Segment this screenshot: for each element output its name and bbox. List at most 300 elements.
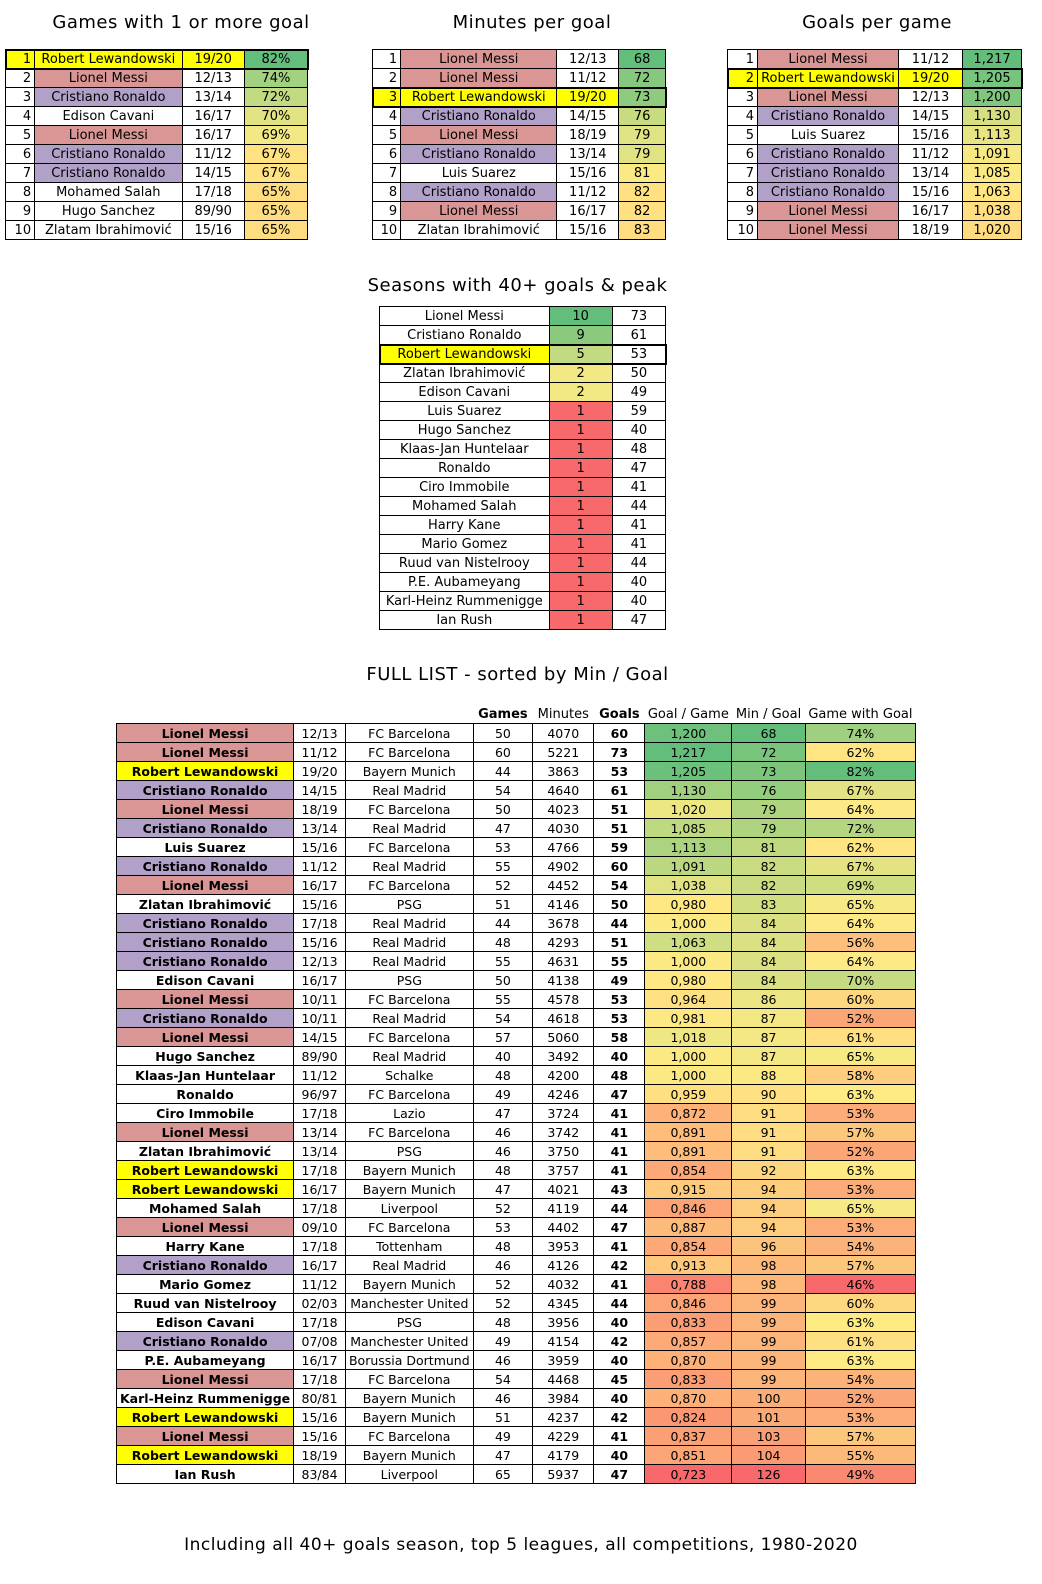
peak-goals-cell: 44: [612, 497, 665, 516]
table-row: [117, 838, 916, 857]
min-per-goal-cell: 87: [732, 1009, 806, 1028]
min-per-goal-cell: 99: [732, 1370, 806, 1389]
min-per-goal-cell: 84: [732, 971, 806, 990]
games-cell: 46: [473, 1256, 532, 1275]
table-row: [380, 516, 666, 535]
minutes-cell: 3678: [533, 914, 594, 933]
player-cell: Ronaldo: [380, 459, 550, 478]
game-with-goal-cell: 64%: [805, 800, 915, 819]
season-cell: 17/18: [294, 1104, 346, 1123]
game-with-goal-cell: 56%: [805, 933, 915, 952]
goal-per-game-cell: 0,980: [645, 895, 732, 914]
club-cell: Real Madrid: [345, 1009, 473, 1028]
value-cell: 79: [619, 126, 666, 145]
peak-goals-cell: 59: [612, 402, 665, 421]
game-with-goal-cell: 70%: [805, 971, 915, 990]
table-row: [728, 183, 1022, 202]
minutes-cell: 3959: [533, 1351, 594, 1370]
value-cell: 68: [619, 50, 666, 69]
player-cell: Lionel Messi: [117, 876, 294, 895]
value-cell: 76: [619, 107, 666, 126]
goals-cell: 60: [594, 857, 645, 876]
season-cell: 13/14: [182, 88, 244, 107]
rank-cell: 9: [373, 202, 401, 221]
table-row: [117, 1028, 916, 1047]
season-cell: 14/15: [182, 164, 244, 183]
value-cell: 82%: [244, 50, 307, 69]
game-with-goal-cell: 53%: [805, 1218, 915, 1237]
games-cell: 55: [473, 990, 532, 1009]
minutes-cell: 3953: [533, 1237, 594, 1256]
minutes-cell: 4468: [533, 1370, 594, 1389]
minutes-cell: 5060: [533, 1028, 594, 1047]
table-row: [373, 126, 666, 145]
season-cell: 19/20: [898, 69, 962, 88]
season-cell: 18/19: [294, 1446, 346, 1465]
games-cell: 51: [473, 895, 532, 914]
table-row: [117, 1123, 916, 1142]
club-cell: FC Barcelona: [345, 1028, 473, 1047]
rank-cell: 10: [728, 221, 758, 240]
game-with-goal-cell: 63%: [805, 1085, 915, 1104]
goals-cell: 45: [594, 1370, 645, 1389]
table-row: [117, 1161, 916, 1180]
game-with-goal-cell: 52%: [805, 1142, 915, 1161]
season-cell: 16/17: [294, 1351, 346, 1370]
club-cell: Bayern Munich: [345, 762, 473, 781]
player-cell: Lionel Messi: [117, 1370, 294, 1389]
min-per-goal-cell: 84: [732, 933, 806, 952]
season-cell: 12/13: [557, 50, 619, 69]
goal-per-game-cell: 0,915: [645, 1180, 732, 1199]
game-with-goal-cell: 54%: [805, 1237, 915, 1256]
goals-cell: 51: [594, 800, 645, 819]
player-cell: Edison Cavani: [35, 107, 182, 126]
player-cell: Lionel Messi: [117, 724, 294, 743]
table-row: [117, 1408, 916, 1427]
player-cell: Lionel Messi: [117, 800, 294, 819]
player-cell: Harry Kane: [380, 516, 550, 535]
goal-per-game-cell: 0,891: [645, 1123, 732, 1142]
club-cell: FC Barcelona: [345, 1370, 473, 1389]
min-per-goal-cell: 126: [732, 1465, 806, 1484]
min-per-goal-cell: 91: [732, 1123, 806, 1142]
player-cell: Luis Suarez: [380, 402, 550, 421]
club-cell: Lazio: [345, 1104, 473, 1123]
table-row: [380, 402, 666, 421]
min-per-goal-cell: 91: [732, 1104, 806, 1123]
season-cell: 14/15: [898, 107, 962, 126]
full-list-header-row: [117, 705, 916, 724]
goals-cell: 44: [594, 1294, 645, 1313]
player-cell: Cristiano Ronaldo: [758, 164, 899, 183]
table-row: [117, 819, 916, 838]
games-cell: 47: [473, 1180, 532, 1199]
season-cell: 17/18: [294, 1313, 346, 1332]
table-row: [117, 1009, 916, 1028]
game-with-goal-cell: 53%: [805, 1104, 915, 1123]
club-cell: FC Barcelona: [345, 724, 473, 743]
season-cell: 15/16: [557, 164, 619, 183]
player-cell: Zlatan Ibrahimović: [117, 1142, 294, 1161]
minutes-cell: 4030: [533, 819, 594, 838]
games-cell: 55: [473, 952, 532, 971]
season-cell: 80/81: [294, 1389, 346, 1408]
goals-cell: 41: [594, 1123, 645, 1142]
season-cell: 83/84: [294, 1465, 346, 1484]
games-cell: 47: [473, 1104, 532, 1123]
season-cell: 15/16: [182, 221, 244, 240]
season-cell: 14/15: [557, 107, 619, 126]
min-per-goal-cell: 91: [732, 1142, 806, 1161]
player-cell: Cristiano Ronaldo: [401, 107, 557, 126]
minutes-cell: 4293: [533, 933, 594, 952]
minutes-cell: 3742: [533, 1123, 594, 1142]
season-cell: 18/19: [294, 800, 346, 819]
player-cell: Lionel Messi: [117, 990, 294, 1009]
player-cell: Ciro Immobile: [117, 1104, 294, 1123]
player-cell: Klaas-Jan Huntelaar: [117, 1066, 294, 1085]
game-with-goal-cell: 74%: [805, 724, 915, 743]
minutes-cell: 4032: [533, 1275, 594, 1294]
value-cell: 65%: [244, 202, 307, 221]
season-count-cell: 2: [549, 383, 612, 402]
min-per-goal-cell: 94: [732, 1180, 806, 1199]
games-cell: 40: [473, 1047, 532, 1066]
season-cell: 18/19: [557, 126, 619, 145]
goal-per-game-cell: 0,857: [645, 1332, 732, 1351]
minutes-cell: 3750: [533, 1142, 594, 1161]
season-cell: 11/12: [294, 857, 346, 876]
table-row: [380, 459, 666, 478]
goal-per-game-cell: 0,980: [645, 971, 732, 990]
goal-per-game-cell: 1,205: [645, 762, 732, 781]
season-count-cell: 2: [549, 364, 612, 383]
game-with-goal-cell: 55%: [805, 1446, 915, 1465]
table-row: [380, 364, 666, 383]
goals-cell: 41: [594, 1237, 645, 1256]
table-row: [117, 1256, 916, 1275]
season-cell: 19/20: [294, 762, 346, 781]
game-with-goal-cell: 58%: [805, 1066, 915, 1085]
goals-cell: 53: [594, 762, 645, 781]
goal-per-game-cell: 0,870: [645, 1351, 732, 1370]
games-cell: 46: [473, 1142, 532, 1161]
goal-per-game-cell: 1,000: [645, 952, 732, 971]
games-cell: 52: [473, 876, 532, 895]
header-games: Games: [478, 706, 528, 722]
goals-cell: 54: [594, 876, 645, 895]
player-cell: Lionel Messi: [758, 50, 899, 69]
club-cell: FC Barcelona: [345, 800, 473, 819]
peak-goals-cell: 41: [612, 478, 665, 497]
club-cell: PSG: [345, 1142, 473, 1161]
game-with-goal-cell: 52%: [805, 1009, 915, 1028]
season-count-cell: 1: [549, 573, 612, 592]
goal-per-game-cell: 0,788: [645, 1275, 732, 1294]
season-count-cell: 1: [549, 516, 612, 535]
games-cell: 48: [473, 1237, 532, 1256]
rank-cell: 6: [373, 145, 401, 164]
min-per-goal-cell: 94: [732, 1199, 806, 1218]
season-cell: 96/97: [294, 1085, 346, 1104]
player-cell: Lionel Messi: [35, 69, 182, 88]
value-cell: 82: [619, 202, 666, 221]
games-cell: 65: [473, 1465, 532, 1484]
rank-cell: 3: [373, 88, 401, 107]
value-cell: 65%: [244, 183, 307, 202]
goal-per-game-cell: 0,913: [645, 1256, 732, 1275]
goals-cell: 41: [594, 1275, 645, 1294]
season-cell: 13/14: [294, 819, 346, 838]
min-per-goal-cell: 94: [732, 1218, 806, 1237]
season-cell: 12/13: [294, 724, 346, 743]
games-cell: 47: [473, 1446, 532, 1465]
table-row: [373, 69, 666, 88]
goal-per-game-cell: 0,854: [645, 1237, 732, 1256]
season-cell: 17/18: [182, 183, 244, 202]
season-cell: 16/17: [294, 1256, 346, 1275]
player-cell: Lionel Messi: [117, 743, 294, 762]
season-cell: 13/14: [898, 164, 962, 183]
goals-cell: 43: [594, 1180, 645, 1199]
club-cell: FC Barcelona: [345, 1218, 473, 1237]
table-row: [117, 933, 916, 952]
table-row: [380, 573, 666, 592]
player-cell: P.E. Aubameyang: [380, 573, 550, 592]
table-row: [373, 107, 666, 126]
min-per-goal-cell: 87: [732, 1028, 806, 1047]
player-cell: Lionel Messi: [380, 307, 550, 326]
season-cell: 16/17: [294, 971, 346, 990]
table-row: [373, 88, 666, 107]
games-cell: 54: [473, 781, 532, 800]
season-cell: 10/11: [294, 990, 346, 1009]
goal-per-game-cell: 0,837: [645, 1427, 732, 1446]
value-cell: 1,063: [963, 183, 1022, 202]
player-cell: Cristiano Ronaldo: [401, 183, 557, 202]
goals-cell: 47: [594, 1465, 645, 1484]
club-cell: Real Madrid: [345, 1047, 473, 1066]
table-row: [6, 88, 308, 107]
games-cell: 48: [473, 1313, 532, 1332]
value-cell: 69%: [244, 126, 307, 145]
player-cell: Cristiano Ronaldo: [117, 1009, 294, 1028]
table-row: [117, 1275, 916, 1294]
game-with-goal-cell: 46%: [805, 1275, 915, 1294]
minutes-cell: 4640: [533, 781, 594, 800]
season-count-cell: 1: [549, 478, 612, 497]
player-cell: Hugo Sanchez: [117, 1047, 294, 1066]
header-goal-per-game: Goal / Game: [647, 706, 729, 722]
season-cell: 17/18: [294, 1199, 346, 1218]
club-cell: Liverpool: [345, 1465, 473, 1484]
table-row: [728, 50, 1022, 69]
goal-per-game-cell: 0,833: [645, 1370, 732, 1389]
player-cell: Luis Suarez: [401, 164, 557, 183]
goals-cell: 61: [594, 781, 645, 800]
rank-cell: 7: [728, 164, 758, 183]
goal-per-game-cell: 0,824: [645, 1408, 732, 1427]
game-with-goal-cell: 60%: [805, 990, 915, 1009]
player-cell: Zlatan Ibrahimović: [117, 895, 294, 914]
table-row: [728, 88, 1022, 107]
games-cell: 44: [473, 762, 532, 781]
games-cell: 54: [473, 1370, 532, 1389]
player-cell: Cristiano Ronaldo: [758, 183, 899, 202]
season-count-cell: 1: [549, 440, 612, 459]
minutes-cell: 3492: [533, 1047, 594, 1066]
season-count-cell: 9: [549, 326, 612, 345]
rank-cell: 9: [728, 202, 758, 221]
season-cell: 16/17: [898, 202, 962, 221]
player-cell: Ruud van Nistelrooy: [380, 554, 550, 573]
table-row: [380, 478, 666, 497]
season-cell: 19/20: [182, 50, 244, 69]
rank-cell: 5: [6, 126, 35, 145]
player-cell: Mario Gomez: [380, 535, 550, 554]
rank-cell: 9: [6, 202, 35, 221]
season-cell: 15/16: [898, 126, 962, 145]
minutes-cell: 4179: [533, 1446, 594, 1465]
table-row: [117, 1180, 916, 1199]
goals-cell: 40: [594, 1313, 645, 1332]
table-row: [117, 895, 916, 914]
goal-per-game-cell: 0,887: [645, 1218, 732, 1237]
player-cell: Cristiano Ronaldo: [117, 781, 294, 800]
rank-cell: 8: [728, 183, 758, 202]
table-row: [380, 345, 666, 364]
rank-cell: 4: [728, 107, 758, 126]
minutes-cell: 3956: [533, 1313, 594, 1332]
player-cell: Lionel Messi: [758, 221, 899, 240]
peak-goals-cell: 73: [612, 307, 665, 326]
minutes-cell: 4154: [533, 1332, 594, 1351]
games-cell: 49: [473, 1332, 532, 1351]
table-row: [117, 1446, 916, 1465]
season-cell: 15/16: [294, 1408, 346, 1427]
season-cell: 15/16: [557, 221, 619, 240]
club-cell: Bayern Munich: [345, 1275, 473, 1294]
goals-cell: 51: [594, 819, 645, 838]
season-count-cell: 1: [549, 611, 612, 630]
games-cell: 48: [473, 933, 532, 952]
value-cell: 72: [619, 69, 666, 88]
goals-cell: 42: [594, 1408, 645, 1427]
table-row: [6, 183, 308, 202]
peak-goals-cell: 41: [612, 516, 665, 535]
player-cell: Karl-Heinz Rummenigge: [380, 592, 550, 611]
player-cell: Edison Cavani: [380, 383, 550, 402]
player-cell: Ruud van Nistelrooy: [117, 1294, 294, 1313]
goal-per-game-cell: 1,063: [645, 933, 732, 952]
season-cell: 11/12: [557, 69, 619, 88]
rank-cell: 7: [6, 164, 35, 183]
goals-cell: 40: [594, 1389, 645, 1408]
table-row: [117, 1047, 916, 1066]
season-cell: 13/14: [294, 1123, 346, 1142]
player-cell: Mohamed Salah: [380, 497, 550, 516]
game-with-goal-cell: 65%: [805, 895, 915, 914]
goal-per-game-cell: 0,854: [645, 1161, 732, 1180]
player-cell: Klaas-Jan Huntelaar: [380, 440, 550, 459]
goals-cell: 58: [594, 1028, 645, 1047]
goals-per-game-table: [727, 49, 1022, 240]
min-per-goal-cell: 83: [732, 895, 806, 914]
club-cell: Liverpool: [345, 1199, 473, 1218]
goals-cell: 42: [594, 1332, 645, 1351]
value-cell: 70%: [244, 107, 307, 126]
club-cell: FC Barcelona: [345, 990, 473, 1009]
table-row: [380, 383, 666, 402]
club-cell: Real Madrid: [345, 914, 473, 933]
games-cell: 52: [473, 1275, 532, 1294]
player-cell: Ciro Immobile: [380, 478, 550, 497]
game-with-goal-cell: 82%: [805, 762, 915, 781]
rank-cell: 4: [6, 107, 35, 126]
game-with-goal-cell: 67%: [805, 857, 915, 876]
goal-per-game-cell: 0,872: [645, 1104, 732, 1123]
table-row: [380, 421, 666, 440]
value-cell: 1,091: [963, 145, 1022, 164]
min-per-goal-cell: 68: [732, 724, 806, 743]
season-cell: 02/03: [294, 1294, 346, 1313]
club-cell: Schalke: [345, 1066, 473, 1085]
player-cell: Cristiano Ronaldo: [401, 145, 557, 164]
minutes-per-goal-table: [372, 49, 666, 240]
min-per-goal-cell: 84: [732, 914, 806, 933]
club-cell: Bayern Munich: [345, 1408, 473, 1427]
club-cell: Real Madrid: [345, 1256, 473, 1275]
rank-cell: 2: [6, 69, 35, 88]
table-row: [6, 202, 308, 221]
value-cell: 82: [619, 183, 666, 202]
player-cell: Hugo Sanchez: [380, 421, 550, 440]
min-per-goal-cell: 79: [732, 819, 806, 838]
games-cell: 47: [473, 819, 532, 838]
table-row: [380, 592, 666, 611]
season-cell: 11/12: [294, 1275, 346, 1294]
club-cell: FC Barcelona: [345, 743, 473, 762]
club-cell: FC Barcelona: [345, 1427, 473, 1446]
goal-per-game-cell: 0,870: [645, 1389, 732, 1408]
games-cell: 53: [473, 1218, 532, 1237]
table-row: [380, 611, 666, 630]
min-per-goal-cell: 96: [732, 1237, 806, 1256]
club-cell: PSG: [345, 895, 473, 914]
games-cell: 52: [473, 1199, 532, 1218]
season-count-cell: 1: [549, 592, 612, 611]
value-cell: 1,020: [963, 221, 1022, 240]
player-cell: Ian Rush: [117, 1465, 294, 1484]
goals-cell: 40: [594, 1351, 645, 1370]
minutes-cell: 5937: [533, 1465, 594, 1484]
season-cell: 16/17: [182, 126, 244, 145]
season-cell: 15/16: [294, 933, 346, 952]
games-cell: 49: [473, 1085, 532, 1104]
goals-cell: 40: [594, 1047, 645, 1066]
goals-cell: 41: [594, 1427, 645, 1446]
table-row: [380, 326, 666, 345]
rank-cell: 2: [373, 69, 401, 88]
minutes-cell: 4119: [533, 1199, 594, 1218]
min-per-goal-cell: 99: [732, 1313, 806, 1332]
goals-cell: 41: [594, 1104, 645, 1123]
table-row: [117, 914, 916, 933]
goals-cell: 50: [594, 895, 645, 914]
club-cell: Real Madrid: [345, 952, 473, 971]
player-cell: Robert Lewandowski: [117, 1408, 294, 1427]
